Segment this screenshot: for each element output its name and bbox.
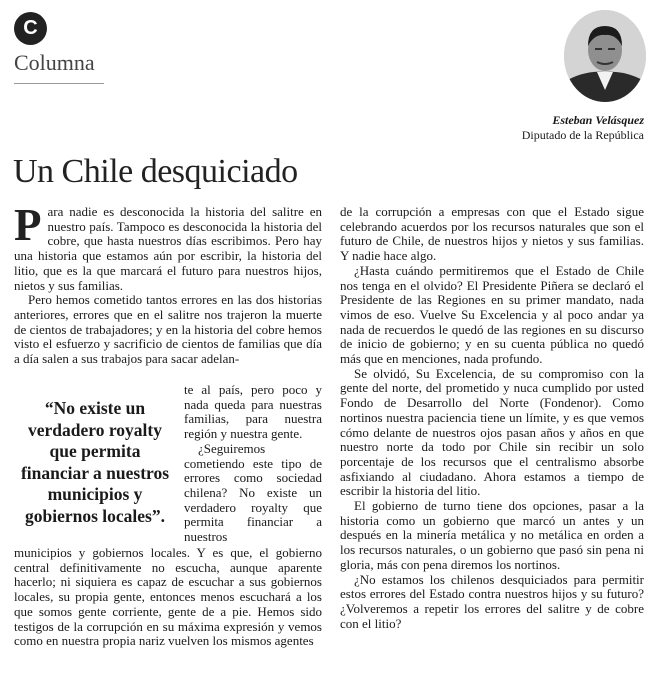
left-column-side: [184, 383, 322, 545]
paragraph-3b: municipios y gobiernos locales. Y es que, el gobierno central definitivamente no escucha, aunque aparente hacerlo; ni siquiera es capaz de escuchar a sus gobiernos locales, su propia gente, entonces menos escuchará a los que somos gente corriente, gente de a pie. Hemos sido testigos de la corrupción en su máxima expresión y vemos como en nuestra propia nariz vuelven los mismos agentes: [14, 545, 322, 649]
paragraph-r4: El gobierno de turno tiene dos opciones, pasar a la historia como un gobierno que marcó un antes y un después en la minería metálica y no metálica en orden a los recursos naturales, o un gobierno que pasó sin pena ni gloria, más con pena diremos los nortinos.: [340, 498, 644, 572]
author-name: Esteban Velásquez: [552, 113, 644, 127]
author-block: [522, 113, 644, 143]
author-role: Diputado de la República: [521, 128, 644, 142]
author-photo: [564, 10, 646, 102]
paragraph-3a: ¿Seguiremos cometiendo este tipo de errores como sociedad chilena? No existe un verdadero royalty que permita financiar a nuestros: [184, 440, 322, 545]
author-portrait-image: [564, 10, 646, 102]
paragraph-1: [14, 200, 322, 293]
section-divider: [14, 83, 104, 84]
paragraph-2a: Pero hemos cometido tantos errores en las dos historias anteriores, errores que en el salitre nos trajeron la muerte de cientos de trabajadores; y en la historia del cobre hemos visto el esfuerzo y sacrificio de cientos de familias que día a día salen a sus trabajos para sacar adelan-: [14, 292, 322, 367]
paragraph-r1: de la corrupción a empresas con que el Estado sigue celebrando acuerdos por los recursos naturales que son el futuro de Chile, de nuestros hijos y nietos y sus familias. Y nadie hace algo.: [340, 204, 644, 264]
paragraph-2b: te al país, pero poco y nada queda para nuestras familias, para nuestra región y nuestra gente.: [184, 382, 322, 442]
left-column-top: [14, 200, 322, 367]
column-badge: C: [14, 12, 47, 45]
paragraph-1-text: ara nadie es desconocida la historia del salitre en nuestro país. Tampoco es desconocida la historia del cobre, que hasta nuestros días escribimos. Pero hay una historia que estamos aún por escribir, la historia del litio, que es la que marcará el futuro para nuestros hijos, nietos y sus familias.: [14, 204, 322, 293]
left-column-bottom: [14, 546, 322, 649]
right-column: [340, 205, 644, 631]
paragraph-r3: Se olvidó, Su Excelencia, de su compromiso con la gente del norte, del prometido y nuca cumplido por usted Fondo de Desarrollo del Norte (Fondenor). Como nortinos nuestra paciencia tiene un límite, y es que vemos cómo delante de nuestros ojos pasan años y años en que nuestro norte da todo por Chile sin recibir un solo porcentaje de los recursos que el centralismo absorbe asfixiando al ciudadano. Ahora estamos a tiempo de escribir la historia del litio.: [340, 365, 644, 499]
drop-cap: P: [14, 200, 42, 250]
article-title: Un Chile desquiciado: [13, 153, 298, 190]
section-label: Columna: [14, 50, 95, 75]
paragraph-r2: ¿Hasta cuándo permitiremos que el Estado de Chile nos tenga en el olvido? El Presidente Piñera se declaró el Presidente de las Regiones en su primer mandato, nada vimos de eso. Vuelve Su Excelencia y al poco andar ya nada de recuerdos le quedó de las regiones en su discurso de inicio de gobierno; y en su cuenta pública no quedó más que en menciones, nada profundo.: [340, 262, 644, 367]
paragraph-r5: ¿No estamos los chilenos desquiciados para permitir estos errores del Estado contra nuestros hijos y su futuro? ¿Volveremos a repetir los errores del salitre y de cobre con el litio?: [340, 571, 644, 631]
pull-quote: “No existe un verdadero royalty que permita financiar a nuestros municipios y gobiernos locales”.: [20, 398, 170, 526]
